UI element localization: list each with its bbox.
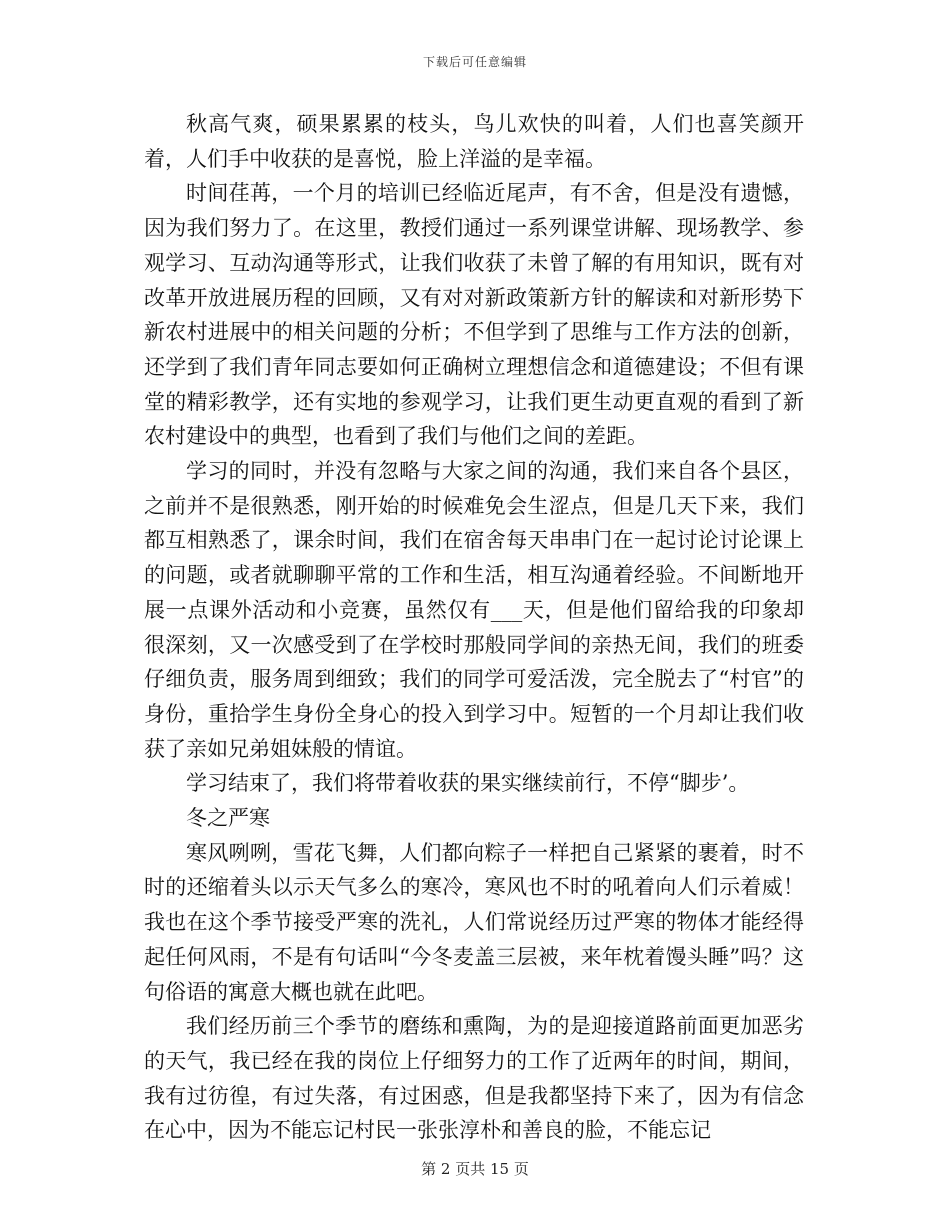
paragraph-conclusion: 学习结束了，我们将带着收获的果实继续前行，不停“脚步’。 — [186, 771, 750, 796]
document-body — [144, 107, 804, 1148]
paragraph-training: 时间荏苒，一个月的培训已经临近尾声，有不舍，但是没有遗憾，因为我们努力了。在这里，教授们通过一系列课堂讲解、现场教学、参观学习、互动沟通等形式，让我们收获了未曾了解的有用知识，既有对改革开放进展历程的回顾，又有对对新政策新方针的解读和对新形势下新农村进展中的相关问题的分析；不但学到了思维与工作方法的创新，还学到了我们青年同志要如何正确树立理想信念和道德建设；不但有课堂的精彩教学，还有实地的参观学习，让我们更生动更直观的看到了新农村建设中的典型，也看到了我们与他们之间的差距。 — [144, 181, 804, 449]
page-header: 下载后可任意编辑 — [422, 55, 527, 69]
section-heading-winter: 冬之严寒 — [186, 806, 270, 831]
paragraph-autumn-intro: 秋高气爽，硕果累累的枝头，鸟儿欢快的叫着，人们也喜笑颜开着，人们手中收获的是喜悦，脸上洋溢的是幸福。 — [144, 112, 804, 171]
page-number-footer: 第 2 页共 15 页 — [421, 1160, 529, 1178]
paragraph-communication: 学习的同时，并没有忽略与大家之间的沟通，我们来自各个县区，之前并不是很熟悉，刚开始的时候难免会生涩点，但是几天下来，我们都互相熟悉了，课余时间，我们在宿舍每天串串门在一起讨论讨论课上的问题，或者就聊聊平常的工作和生活，相互沟通着经验。不间断地开展一点课外活动和小竞赛，虽然仅有___天，但是他们留给我的印象却很深刻，又一次感受到了在学校时那般同学间的亲热无间，我们的班委仔细负责，服务周到细致；我们的同学可爱活泼，完全脱去了“村官”的身份，重拾学生身份全身心的投入到学习中。短暂的一个月却让我们收获了亲如兄弟姐妹般的情谊。 — [144, 459, 804, 761]
paragraph-winter-work: 我们经历前三个季节的磨练和熏陶，为的是迎接道路前面更加恶劣的天气，我已经在我的岗位上仔细努力的工作了近两年的时间，期间，我有过彷徨，有过失落，有过困惑，但是我都坚持下来了，因为有信念在心中，因为不能忘记村民一张张淳朴和善良的脸，不能忘记 — [144, 1014, 804, 1143]
paragraph-winter-intro: 寒风咧咧，雪花飞舞，人们都向粽子一样把自己紧紧的裹着，时不时的还缩着头以示天气多么的寒冷，寒风也不时的吼着向人们示着威！我也在这个季节接受严寒的洗礼，人们常说经历过严寒的物体才能经得起任何风雨，不是有句话叫“今冬麦盖三层被，来年枕着馒头睡”吗？这句俗语的寓意大概也就在此吧。 — [144, 840, 804, 1004]
